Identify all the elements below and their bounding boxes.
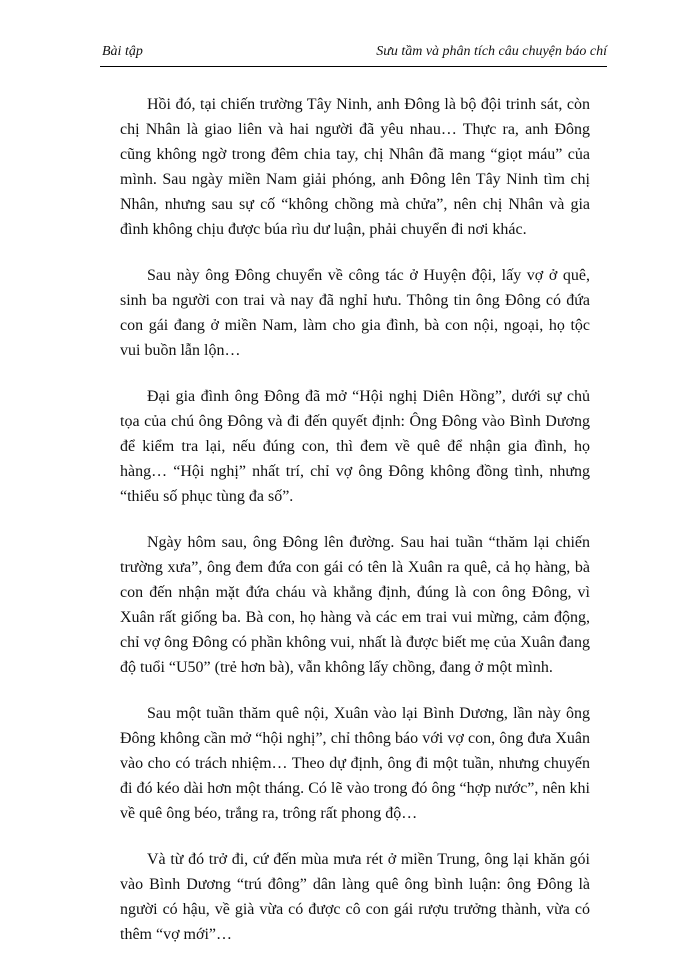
paragraph-3: Đại gia đình ông Đông đã mở “Hội nghị Diên Hồng”, dưới sự chủ tọa của chú ông Đông và đi đến quyết định: Ông Đông vào Bình Dương để kiểm tra lại, nếu đúng con, thì đem về quê để nhận gia đình, họ hàng… “Hội nghị” nhất trí, chỉ vợ ông Đông không đồng tình, nhưng “thiểu số phục tùng đa số”. [120, 388, 590, 505]
paragraph-6: Và từ đó trở đi, cứ đến mùa mưa rét ở miền Trung, ông lại khăn gói vào Bình Dương “trú đông” dân làng quê ông bình luận: ông Đông là người có hậu, về già vừa có được cô con gái rượu trưởng thành, vừa có thêm “vợ mới”… [120, 851, 590, 943]
paragraph-2: Sau này ông Đông chuyển về công tác ở Huyện đội, lấy vợ ở quê, sinh ba người con trai và nay đã nghỉ hưu. Thông tin ông Đông có đứa con gái đang ở miền Nam, làm cho gia đình, bà con nội, ngoại, họ tộc vui buồn lẫn lộn… [120, 267, 590, 359]
paragraph-4: Ngày hôm sau, ông Đông lên đường. Sau hai tuần “thăm lại chiến trường xưa”, ông đem đứa con gái có tên là Xuân ra quê, cả họ hàng, bà con đến nhận mặt đứa cháu và khẳng định, đúng là con ông Đông, vì Xuân rất giống ba. Bà con, họ hàng và các em trai vui mừng, cảm động, chỉ vợ ông Đông có phần không vui, nhất là được biết mẹ của Xuân đang độ tuổi “U50” (trẻ hơn bà), vẫn không lấy chồng, đang ở một mình. [120, 534, 590, 676]
page-header [100, 44, 607, 67]
paragraph-1: Hồi đó, tại chiến trường Tây Ninh, anh Đông là bộ đội trinh sát, còn chị Nhân là giao liên và hai người đã yêu nhau… Thực ra, anh Đông cũng không ngờ trong đêm chia tay, chị Nhân đã mang “giọt máu” của mình. Sau ngày miền Nam giải phóng, anh Đông lên Tây Ninh tìm chị Nhân, nhưng sau sự cố “không chồng mà chửa”, nên chị Nhân và gia đình không chịu được búa rìu dư luận, phải chuyển đi nơi khác. [120, 96, 590, 238]
header-left-title: Bài tập [102, 44, 143, 59]
article-body [120, 92, 590, 968]
header-right-title: Sưu tầm và phân tích câu chuyện báo chí [376, 44, 607, 59]
paragraph-5: Sau một tuần thăm quê nội, Xuân vào lại Bình Dương, lần này ông Đông không cần mở “hội nghị”, chỉ thông báo với vợ con, ông đưa Xuân vào cho có trách nhiệm… Theo dự định, ông đi một tuần, nhưng chuyến đi đó kéo dài hơn một tháng. Có lẽ vào trong đó ông “hợp nước”, nên khi về quê ông béo, trắng ra, trông rất phong độ… [120, 705, 590, 822]
